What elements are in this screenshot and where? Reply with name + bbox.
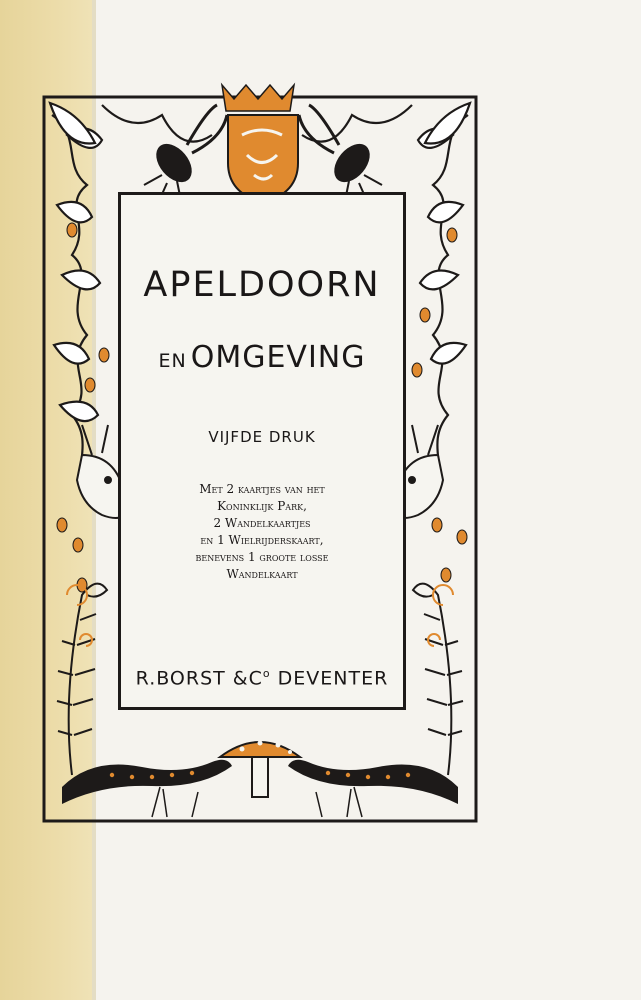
oak-leaves-right <box>418 115 468 495</box>
publisher-suffix: o <box>262 667 271 680</box>
fern-left-icon <box>57 584 107 775</box>
publisher-city: DEVENTER <box>270 667 389 690</box>
subtitle-prefix: EN <box>158 350 187 372</box>
title-panel <box>118 192 406 710</box>
fern-right-icon <box>413 584 463 775</box>
crown-crest-icon <box>222 85 298 203</box>
contents-description <box>121 481 403 583</box>
mushroom-icon <box>220 741 300 798</box>
book-title: APELDOORN <box>143 265 381 305</box>
oak-leaves-left <box>52 115 102 495</box>
salamander-left-icon <box>62 760 232 804</box>
contents-line: Wandelkaart <box>226 567 298 581</box>
contents-line: en 1 Wielrijderskaart, <box>200 533 324 547</box>
salamander-right-icon <box>288 760 458 804</box>
publisher-imprint <box>121 667 403 689</box>
contents-line: Met 2 kaartjes van het <box>199 482 325 496</box>
stag-beetle-right-icon <box>299 105 382 201</box>
subtitle-main: OMGEVING <box>190 340 366 375</box>
contents-line: Koninklijk Park, <box>217 499 307 513</box>
edition-label: VIJFDE DRUK <box>208 428 316 446</box>
publisher-name: R.BORST &C <box>135 667 263 690</box>
contents-line: 2 Wandelkaartjes <box>213 516 311 530</box>
book-subtitle <box>121 340 403 375</box>
contents-line: benevens 1 groote losse <box>195 550 329 564</box>
